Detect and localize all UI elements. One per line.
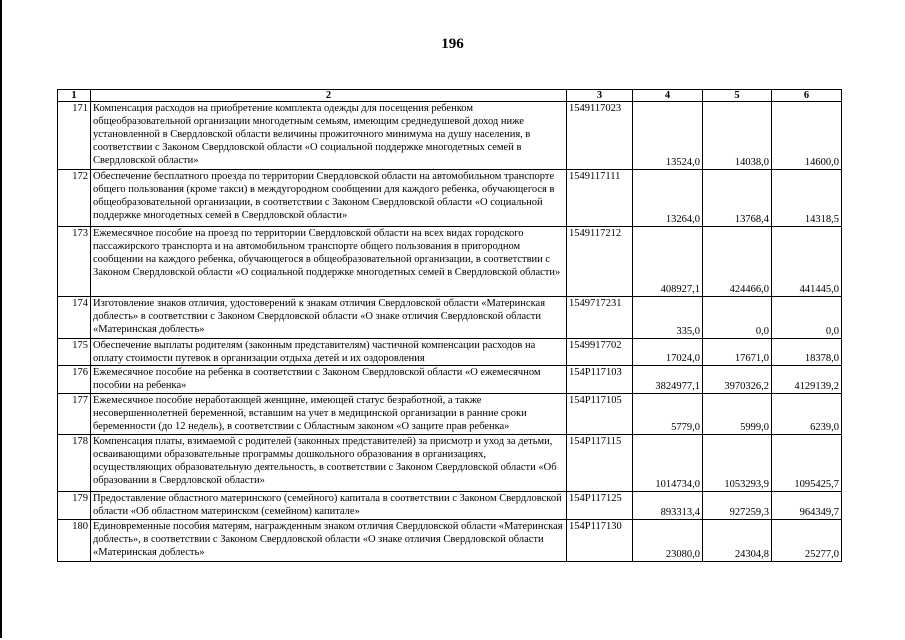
row-value-5: 424466,0	[703, 227, 772, 297]
row-description: Ежемесячное пособие неработающей женщине, имеющей статус безработной, а также несовершеннолетней беременной, вставшим на учет в медицинской организации в ранние сроки беременности (до 12 недель), в соответствии с Областным законом «О защите прав ребенка»	[91, 394, 567, 435]
row-value-5: 927259,3	[703, 492, 772, 520]
table-row	[58, 297, 842, 339]
row-value-6: 0,0	[772, 297, 842, 339]
row-description: Компенсация расходов на приобретение комплекта одежды для посещения ребенком общеобразовательной организации многодетным семьям, имеющим среднедушевой доход ниже установленной в Свердловской области величины прожиточного минимума на душу населения, в соответствии с Законом Свердловской области «О социальной поддержке многодетных семей в Свердловской области»	[91, 102, 567, 170]
table-row	[58, 394, 842, 435]
row-value-6: 25277,0	[772, 520, 842, 562]
table-row	[58, 102, 842, 170]
row-value-4: 13264,0	[633, 170, 703, 227]
row-number: 171	[58, 102, 91, 170]
row-value-5: 24304,8	[703, 520, 772, 562]
row-value-6: 964349,7	[772, 492, 842, 520]
row-value-4: 13524,0	[633, 102, 703, 170]
row-value-6: 14600,0	[772, 102, 842, 170]
table-row	[58, 170, 842, 227]
table-row	[58, 366, 842, 394]
row-code: 154P117103	[567, 366, 633, 394]
page-number: 196	[441, 36, 464, 52]
row-number: 180	[58, 520, 91, 562]
row-code: 1549117023	[567, 102, 633, 170]
row-description: Ежемесячное пособие на проезд по территории Свердловской области на всех видах городского пассажирского транспорта и на автомобильном транспорте общего пользования в пригородном сообщении на каждого ребенка, обучающегося в общеобразовательной организации, в соответствии с Законом Свердловской области «О социальной поддержке многодетных семей в Свердловской области»	[91, 227, 567, 297]
row-value-5: 5999,0	[703, 394, 772, 435]
row-value-4: 17024,0	[633, 339, 703, 366]
row-value-6: 441445,0	[772, 227, 842, 297]
header-col-5: 5	[703, 90, 772, 102]
row-description: Компенсация платы, взимаемой с родителей (законных представителей) за присмотр и уход за детьми, осваивающими образовательные программы дошкольного образования в организациях, осуществляющих образовательную деятельность, в соответствии с Законом Свердловской области «Об образовании в Свердловской области»	[91, 435, 567, 492]
row-value-6: 4129139,2	[772, 366, 842, 394]
row-value-4: 408927,1	[633, 227, 703, 297]
row-value-4: 893313,4	[633, 492, 703, 520]
row-value-6: 1095425,7	[772, 435, 842, 492]
row-code: 154P117115	[567, 435, 633, 492]
row-number: 173	[58, 227, 91, 297]
row-number: 176	[58, 366, 91, 394]
header-col-2: 2	[91, 90, 567, 102]
row-description: Обеспечение бесплатного проезда по территории Свердловской области на автомобильном транспорте общего пользования (кроме такси) в междугородном сообщении для каждого ребенка, обучающегося в общеобразовательной организации, в соответствии с Законом Свердловской области «О социальной поддержке многодетных семей в Свердловской области»	[91, 170, 567, 227]
table-row	[58, 339, 842, 366]
row-value-6: 18378,0	[772, 339, 842, 366]
row-number: 178	[58, 435, 91, 492]
table-header-row	[58, 90, 842, 102]
row-value-4: 335,0	[633, 297, 703, 339]
row-value-4: 1014734,0	[633, 435, 703, 492]
row-value-6: 6239,0	[772, 394, 842, 435]
row-value-4: 23080,0	[633, 520, 703, 562]
row-code: 1549117212	[567, 227, 633, 297]
row-value-5: 13768,4	[703, 170, 772, 227]
row-description: Предоставление областного материнского (семейного) капитала в соответствии с Законом Свердловской области «Об областном материнском (семейном) капитале»	[91, 492, 567, 520]
row-description: Ежемесячное пособие на ребенка в соответствии с Законом Свердловской области «О ежемесячном пособии на ребенка»	[91, 366, 567, 394]
header-col-3: 3	[567, 90, 633, 102]
table-row	[58, 520, 842, 562]
row-value-4: 3824977,1	[633, 366, 703, 394]
table-row	[58, 435, 842, 492]
header-col-4: 4	[633, 90, 703, 102]
row-value-6: 14318,5	[772, 170, 842, 227]
row-value-5: 0,0	[703, 297, 772, 339]
table-row	[58, 227, 842, 297]
row-value-4: 5779,0	[633, 394, 703, 435]
row-code: 1549717231	[567, 297, 633, 339]
row-value-5: 3970326,2	[703, 366, 772, 394]
table-row	[58, 492, 842, 520]
row-code: 154P117125	[567, 492, 633, 520]
row-code: 154P117130	[567, 520, 633, 562]
row-description: Обеспечение выплаты родителям (законным представителям) частичной компенсации расходов на оплату стоимости путевок в организации отдыха детей и их оздоровления	[91, 339, 567, 366]
row-number: 177	[58, 394, 91, 435]
row-value-5: 17671,0	[703, 339, 772, 366]
row-code: 154P117105	[567, 394, 633, 435]
row-value-5: 1053293,9	[703, 435, 772, 492]
row-number: 174	[58, 297, 91, 339]
row-value-5: 14038,0	[703, 102, 772, 170]
row-code: 1549117111	[567, 170, 633, 227]
row-code: 1549917702	[567, 339, 633, 366]
header-col-1: 1	[58, 90, 91, 102]
header-col-6: 6	[772, 90, 842, 102]
row-number: 179	[58, 492, 91, 520]
row-description: Изготовление знаков отличия, удостоверений к знакам отличия Свердловской области «Материнская доблесть» в соответствии с Законом Свердловской области «О знаке отличия Свердловской области «Материнская доблесть»	[91, 297, 567, 339]
row-number: 172	[58, 170, 91, 227]
row-description: Единовременные пособия матерям, награжденным знаком отличия Свердловской области «Материнская доблесть», в соответствии с Законом Свердловской области «О знаке отличия Свердловской области «Материнская доблесть»	[91, 520, 567, 562]
row-number: 175	[58, 339, 91, 366]
budget-table	[57, 89, 842, 562]
